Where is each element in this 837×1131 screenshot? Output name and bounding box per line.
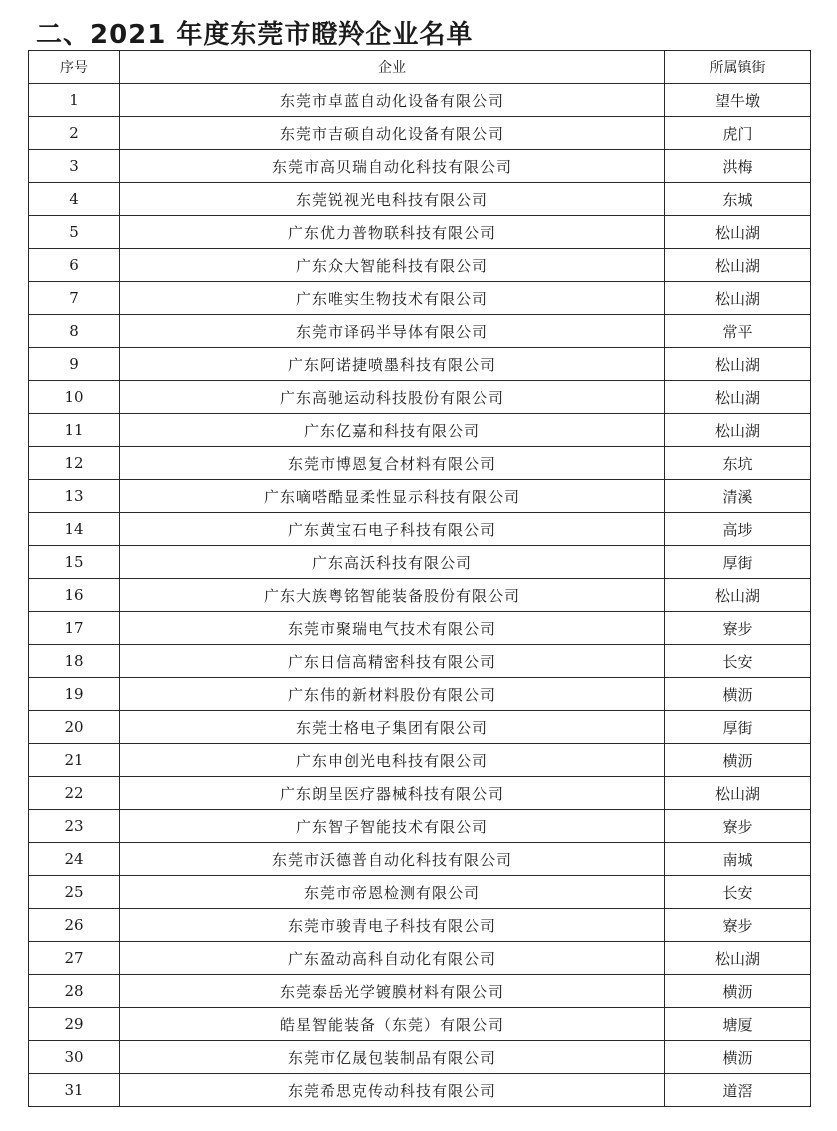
cell-town: 松山湖 (665, 249, 811, 282)
table-row (29, 876, 811, 909)
cell-town: 南城 (665, 843, 811, 876)
cell-serial-number: 6 (29, 249, 120, 282)
cell-company: 广东嘀嗒酷显柔性显示科技有限公司 (120, 480, 665, 513)
cell-town: 常平 (665, 315, 811, 348)
cell-serial-number: 4 (29, 183, 120, 216)
table-row (29, 777, 811, 810)
cell-company: 东莞市译码半导体有限公司 (120, 315, 665, 348)
cell-serial-number: 25 (29, 876, 120, 909)
table-row (29, 315, 811, 348)
cell-company: 东莞泰岳光学镀膜材料有限公司 (120, 975, 665, 1008)
table-row (29, 84, 811, 117)
cell-town: 松山湖 (665, 381, 811, 414)
cell-town: 横沥 (665, 975, 811, 1008)
cell-serial-number: 19 (29, 678, 120, 711)
cell-town: 松山湖 (665, 216, 811, 249)
cell-company: 广东智子智能技术有限公司 (120, 810, 665, 843)
table-row (29, 414, 811, 447)
cell-serial-number: 8 (29, 315, 120, 348)
table-row (29, 1041, 811, 1074)
table-row (29, 282, 811, 315)
cell-company: 广东大族粤铭智能装备股份有限公司 (120, 579, 665, 612)
cell-town: 长安 (665, 876, 811, 909)
cell-town: 洪梅 (665, 150, 811, 183)
cell-serial-number: 13 (29, 480, 120, 513)
table-row (29, 117, 811, 150)
company-table (28, 50, 811, 1107)
cell-company: 东莞市高贝瑞自动化科技有限公司 (120, 150, 665, 183)
table-row (29, 579, 811, 612)
table-row (29, 381, 811, 414)
table-row (29, 909, 811, 942)
cell-serial-number: 26 (29, 909, 120, 942)
cell-company: 广东高沃科技有限公司 (120, 546, 665, 579)
cell-town: 清溪 (665, 480, 811, 513)
table-row (29, 348, 811, 381)
page-title: 二、2021 年度东莞市瞪羚企业名单 (36, 20, 474, 50)
cell-serial-number: 11 (29, 414, 120, 447)
cell-serial-number: 9 (29, 348, 120, 381)
cell-company: 皓星智能装备（东莞）有限公司 (120, 1008, 665, 1041)
table-row (29, 975, 811, 1008)
cell-town: 松山湖 (665, 777, 811, 810)
cell-town: 横沥 (665, 744, 811, 777)
table-body (29, 84, 811, 1107)
cell-serial-number: 17 (29, 612, 120, 645)
cell-company: 东莞市沃德普自动化科技有限公司 (120, 843, 665, 876)
table-row (29, 546, 811, 579)
cell-town: 望牛墩 (665, 84, 811, 117)
cell-serial-number: 29 (29, 1008, 120, 1041)
header-company: 企业 (120, 51, 665, 84)
cell-serial-number: 30 (29, 1041, 120, 1074)
table-row (29, 810, 811, 843)
cell-company: 东莞锐视光电科技有限公司 (120, 183, 665, 216)
table-row (29, 1008, 811, 1041)
cell-town: 塘厦 (665, 1008, 811, 1041)
cell-town: 松山湖 (665, 414, 811, 447)
table-row (29, 645, 811, 678)
table-row (29, 711, 811, 744)
cell-serial-number: 2 (29, 117, 120, 150)
table-row (29, 480, 811, 513)
table-row (29, 1074, 811, 1107)
cell-town: 道滘 (665, 1074, 811, 1107)
cell-company: 广东朗呈医疗器械科技有限公司 (120, 777, 665, 810)
cell-town: 松山湖 (665, 282, 811, 315)
table-row (29, 942, 811, 975)
table-row (29, 612, 811, 645)
cell-company: 广东亿嘉和科技有限公司 (120, 414, 665, 447)
table-row (29, 843, 811, 876)
cell-company: 广东众大智能科技有限公司 (120, 249, 665, 282)
cell-serial-number: 18 (29, 645, 120, 678)
header-town: 所属镇街 (665, 51, 811, 84)
table-header-row (29, 51, 811, 84)
cell-serial-number: 24 (29, 843, 120, 876)
cell-company: 东莞市博恩复合材料有限公司 (120, 447, 665, 480)
cell-town: 寮步 (665, 909, 811, 942)
cell-company: 东莞市聚瑞电气技术有限公司 (120, 612, 665, 645)
cell-serial-number: 3 (29, 150, 120, 183)
table-row (29, 249, 811, 282)
cell-company: 广东伟的新材料股份有限公司 (120, 678, 665, 711)
cell-town: 寮步 (665, 612, 811, 645)
cell-serial-number: 31 (29, 1074, 120, 1107)
cell-town: 东城 (665, 183, 811, 216)
cell-company: 东莞市卓蓝自动化设备有限公司 (120, 84, 665, 117)
cell-company: 东莞市吉硕自动化设备有限公司 (120, 117, 665, 150)
cell-serial-number: 21 (29, 744, 120, 777)
table-row (29, 216, 811, 249)
cell-company: 广东黄宝石电子科技有限公司 (120, 513, 665, 546)
cell-town: 松山湖 (665, 942, 811, 975)
cell-company: 东莞市帝恩检测有限公司 (120, 876, 665, 909)
table-row (29, 678, 811, 711)
cell-town: 长安 (665, 645, 811, 678)
table-row (29, 513, 811, 546)
cell-serial-number: 5 (29, 216, 120, 249)
cell-company: 广东高驰运动科技股份有限公司 (120, 381, 665, 414)
cell-serial-number: 15 (29, 546, 120, 579)
cell-serial-number: 7 (29, 282, 120, 315)
cell-company: 广东日信高精密科技有限公司 (120, 645, 665, 678)
cell-company: 广东申创光电科技有限公司 (120, 744, 665, 777)
table-row (29, 447, 811, 480)
cell-town: 松山湖 (665, 579, 811, 612)
cell-company: 东莞市骏青电子科技有限公司 (120, 909, 665, 942)
cell-company: 广东唯实生物技术有限公司 (120, 282, 665, 315)
cell-town: 高埗 (665, 513, 811, 546)
cell-company: 东莞希思克传动科技有限公司 (120, 1074, 665, 1107)
cell-serial-number: 28 (29, 975, 120, 1008)
header-serial-number: 序号 (29, 51, 120, 84)
cell-serial-number: 23 (29, 810, 120, 843)
cell-serial-number: 22 (29, 777, 120, 810)
cell-serial-number: 27 (29, 942, 120, 975)
table-row (29, 183, 811, 216)
cell-town: 寮步 (665, 810, 811, 843)
cell-town: 厚街 (665, 546, 811, 579)
cell-company: 广东阿诺捷喷墨科技有限公司 (120, 348, 665, 381)
cell-company: 东莞市亿晟包装制品有限公司 (120, 1041, 665, 1074)
table-row (29, 150, 811, 183)
cell-town: 厚街 (665, 711, 811, 744)
cell-serial-number: 1 (29, 84, 120, 117)
cell-serial-number: 10 (29, 381, 120, 414)
cell-company: 东莞士格电子集团有限公司 (120, 711, 665, 744)
cell-company: 广东盈动高科自动化有限公司 (120, 942, 665, 975)
cell-town: 松山湖 (665, 348, 811, 381)
table-row (29, 744, 811, 777)
cell-town: 横沥 (665, 678, 811, 711)
cell-town: 东坑 (665, 447, 811, 480)
cell-town: 虎门 (665, 117, 811, 150)
cell-serial-number: 14 (29, 513, 120, 546)
cell-company: 广东优力普物联科技有限公司 (120, 216, 665, 249)
cell-serial-number: 20 (29, 711, 120, 744)
cell-serial-number: 16 (29, 579, 120, 612)
cell-serial-number: 12 (29, 447, 120, 480)
cell-town: 横沥 (665, 1041, 811, 1074)
